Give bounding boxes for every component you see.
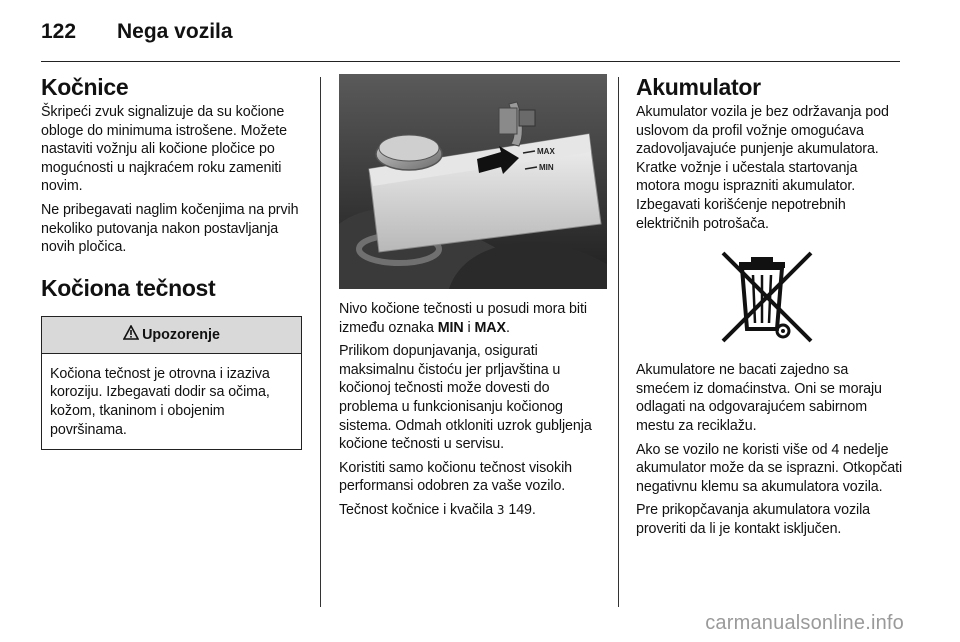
warning-title: Upozorenje — [142, 326, 220, 343]
reference-page-link[interactable]: 149. — [504, 501, 536, 518]
battery-paragraph-4: Pre prikopčavanja akumulatora vozila proveriti da li je kontakt isključen. — [636, 502, 871, 537]
heading-battery: Akumulator — [636, 74, 761, 100]
brake-fluid-reservoir-photo — [339, 74, 607, 289]
photo-label-min: MIN — [539, 163, 554, 172]
battery-paragraph-1: Akumulator vozila je bez održavanja pod uslovom da profil vožnje omogućava zadovoljavajuće punjenje akumulatora. Kratke vožnje i učestala startovanja motora mogu isprazniti akumulator. Izbegavati korišćenje nepotrebnih električnih potrošača. — [636, 104, 889, 232]
brakes-paragraph-2: Ne pribegavati naglim kočenjima na prvih nekoliko putovanja nakon postavljanja novih pločica. — [41, 201, 299, 256]
reference-text: Tečnost kočnice i kvačila — [339, 501, 497, 518]
refill-paragraph: Prilikom dopunjavanja, osigurati maksimalnu čistoću jer prljavština u kočionoj tečnosti može dovesti do problema u funkcionisanju kočionog sistema. Odmah otkloniti uzrok gubljenja kočione tečnosti u servisu. — [339, 343, 592, 453]
chapter-title: Nega vozila — [117, 20, 233, 43]
fluid-level-end: . — [505, 319, 510, 336]
warning-body — [42, 354, 301, 449]
fluid-level-paragraph — [339, 300, 607, 337]
reference-paragraph — [339, 501, 607, 520]
heading-brake-fluid: Kočiona tečnost — [41, 274, 216, 301]
watermark: carmanualsonline.info — [705, 612, 904, 634]
column-divider-right — [618, 77, 619, 607]
max-mark: MAX — [474, 319, 506, 336]
column-divider-left — [320, 77, 321, 607]
warning-triangle-icon — [123, 325, 139, 344]
photo-label-max: MAX — [537, 147, 555, 156]
crossed-out-bin-icon — [715, 245, 825, 347]
brakes-paragraph-1: Škripeći zvuk signalizuje da su kočione obloge do minimuma istrošene. Možete nastaviti vožnju ali kočione pločice po mogućnosti u najkraćem roku zameniti novim. — [41, 104, 287, 195]
reference-arrow-icon: 3 — [496, 502, 505, 517]
warning-header — [42, 317, 301, 354]
page-number: 122 — [41, 20, 77, 43]
column-brake-fluid — [339, 74, 607, 525]
fluid-level-and: i — [463, 319, 475, 336]
battery-paragraph-3: Ako se vozilo ne koristi više od 4 nedelje akumulator može da se isprazni. Otkopčati negativnu klemu sa akumulatora vozila. — [636, 441, 903, 495]
column-battery — [636, 74, 904, 544]
warning-box — [41, 316, 302, 450]
page-header — [41, 12, 233, 52]
fluid-level-text: Nivo kočione tečnosti u posudi mora biti između oznaka — [339, 301, 587, 336]
warning-text: Kočiona tečnost je otrovna i izaziva koroziju. Izbegavati dodir sa očima, kožom, tkaninom i obojenim površinama. — [50, 365, 270, 438]
fluid-type-paragraph: Koristiti samo kočionu tečnost visokih performansi odobren za vaše vozilo. — [339, 459, 572, 495]
battery-paragraph-2: Akumulatore ne bacati zajedno sa smećem iz domaćinstva. Oni se moraju odlagati na odgovarajućem sabirnom mestu za reciklažu. — [636, 362, 882, 434]
header-divider — [41, 61, 900, 62]
heading-brakes: Kočnice — [41, 74, 129, 100]
min-mark: MIN — [437, 319, 464, 336]
recycle-bin-symbol — [636, 245, 904, 347]
column-brakes — [41, 74, 305, 450]
